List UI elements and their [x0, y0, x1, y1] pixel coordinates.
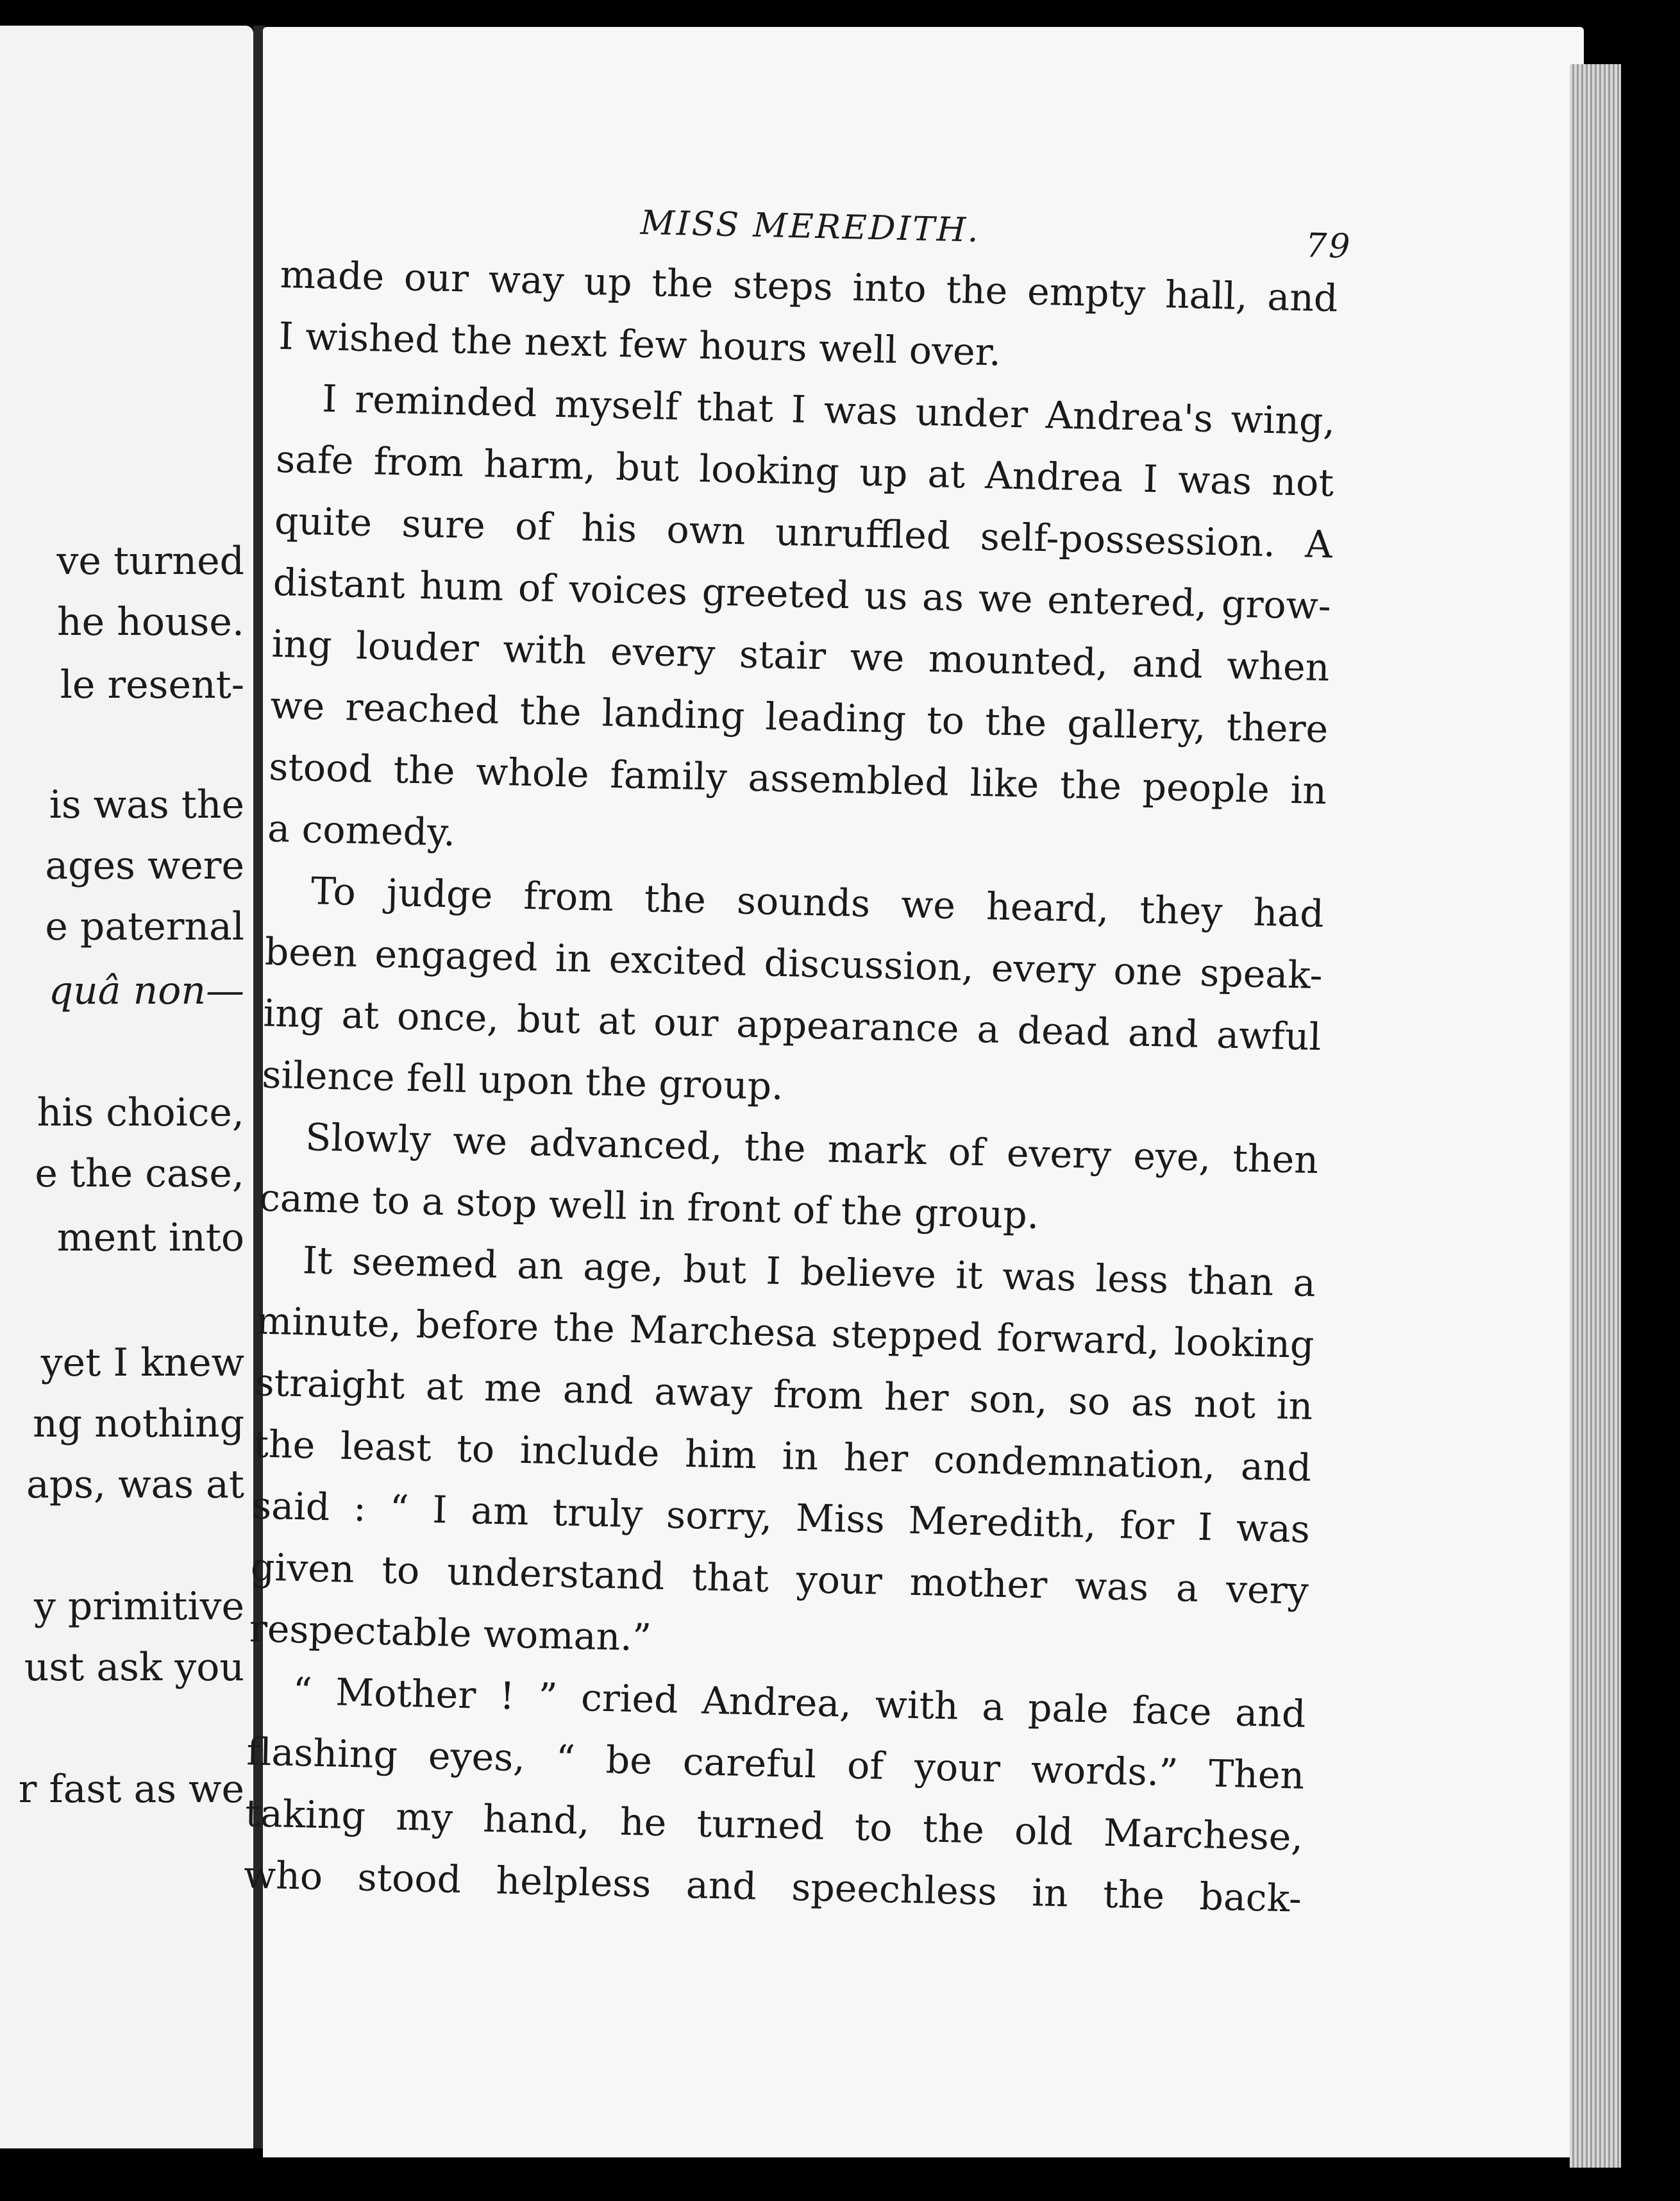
body-line: the least to include him in her condemnation, and [253, 1422, 1312, 1490]
facing-page-line: y primitive [33, 1584, 244, 1629]
facing-page-left [0, 26, 253, 2148]
body-line: quite sure of his own unruffled self-possession. A [274, 498, 1333, 567]
body-text [243, 244, 1338, 1930]
body-line: To judge from the sounds we heard, they had [310, 869, 1325, 936]
facing-page-line: ment into [56, 1215, 244, 1260]
body-line: respectable woman.” [249, 1606, 652, 1660]
body-line: who stood helpless and speechless in the back- [243, 1853, 1302, 1921]
facing-page-line: is was the [49, 782, 244, 827]
body-line: It seemed an age, but I believe it was less than a [302, 1238, 1316, 1305]
body-line: given to understand that your mother was a very [250, 1545, 1309, 1613]
facing-page-line: he house. [56, 600, 244, 645]
page-text-block [243, 186, 1352, 1930]
facing-page-line: aps, was at [26, 1462, 244, 1507]
facing-page-line: ng nothing [33, 1401, 244, 1446]
body-line: minute, before the Marchesa stepped forward, looking [256, 1299, 1315, 1367]
body-line: said : “ I am truly sorry, Miss Meredith, for I was [251, 1483, 1311, 1551]
body-line: stood the whole family assembled like the people in [268, 745, 1327, 813]
facing-page-line: e the case, [35, 1151, 244, 1196]
facing-page-line: le resent- [60, 662, 244, 707]
body-line: been engaged in excited discussion, every one speak- [264, 929, 1323, 998]
facing-page-line: e paternal [45, 904, 244, 949]
body-line: I wished the next few hours well over. [278, 314, 1002, 375]
facing-page-line: r fast as we [18, 1767, 244, 1812]
running-head-title: MISS MEREDITH. [640, 203, 981, 250]
body-line: Slowly we advanced, the mark of every eye, then [305, 1115, 1319, 1183]
body-line: ing at once, but at our appearance a dead and awful [262, 991, 1322, 1059]
facing-page-line: ust ask you [24, 1645, 244, 1690]
facing-page-line: quâ non— [48, 968, 244, 1013]
body-line: taking my hand, he turned to the old Marchese, [244, 1791, 1304, 1859]
body-line: distant hum of voices greeted us as we entered, grow- [273, 560, 1332, 628]
body-line: flashing eyes, “ be careful of your words.” Then [246, 1730, 1305, 1798]
body-line: straight at me and away from her son, so as not in [254, 1360, 1314, 1428]
body-line: safe from harm, but looking up at Andrea I was not [275, 437, 1334, 505]
body-line: silence fell upon the group. [261, 1052, 784, 1109]
facing-page-line: ages were [45, 843, 244, 888]
body-line: came to a stop well in front of the group. [258, 1176, 1040, 1238]
body-line: a comedy. [267, 806, 456, 855]
body-line: made our way up the steps into the empty hall, and [280, 252, 1339, 321]
facing-page-line: his choice, [37, 1090, 244, 1135]
body-line: ing louder with every stair we mounted, and when [271, 621, 1331, 690]
body-line: I reminded myself that I was under Andrea's wing, [321, 376, 1336, 444]
body-line: we reached the landing leading to the gallery, there [269, 683, 1329, 752]
page-number: 79 [1305, 226, 1352, 266]
page-edge-stack [1570, 64, 1621, 2168]
facing-page-line: ve turned [56, 539, 244, 584]
facing-page-line: yet I knew [40, 1340, 244, 1385]
body-line: “ Mother ! ” cried Andrea, with a pale face and [292, 1669, 1307, 1736]
